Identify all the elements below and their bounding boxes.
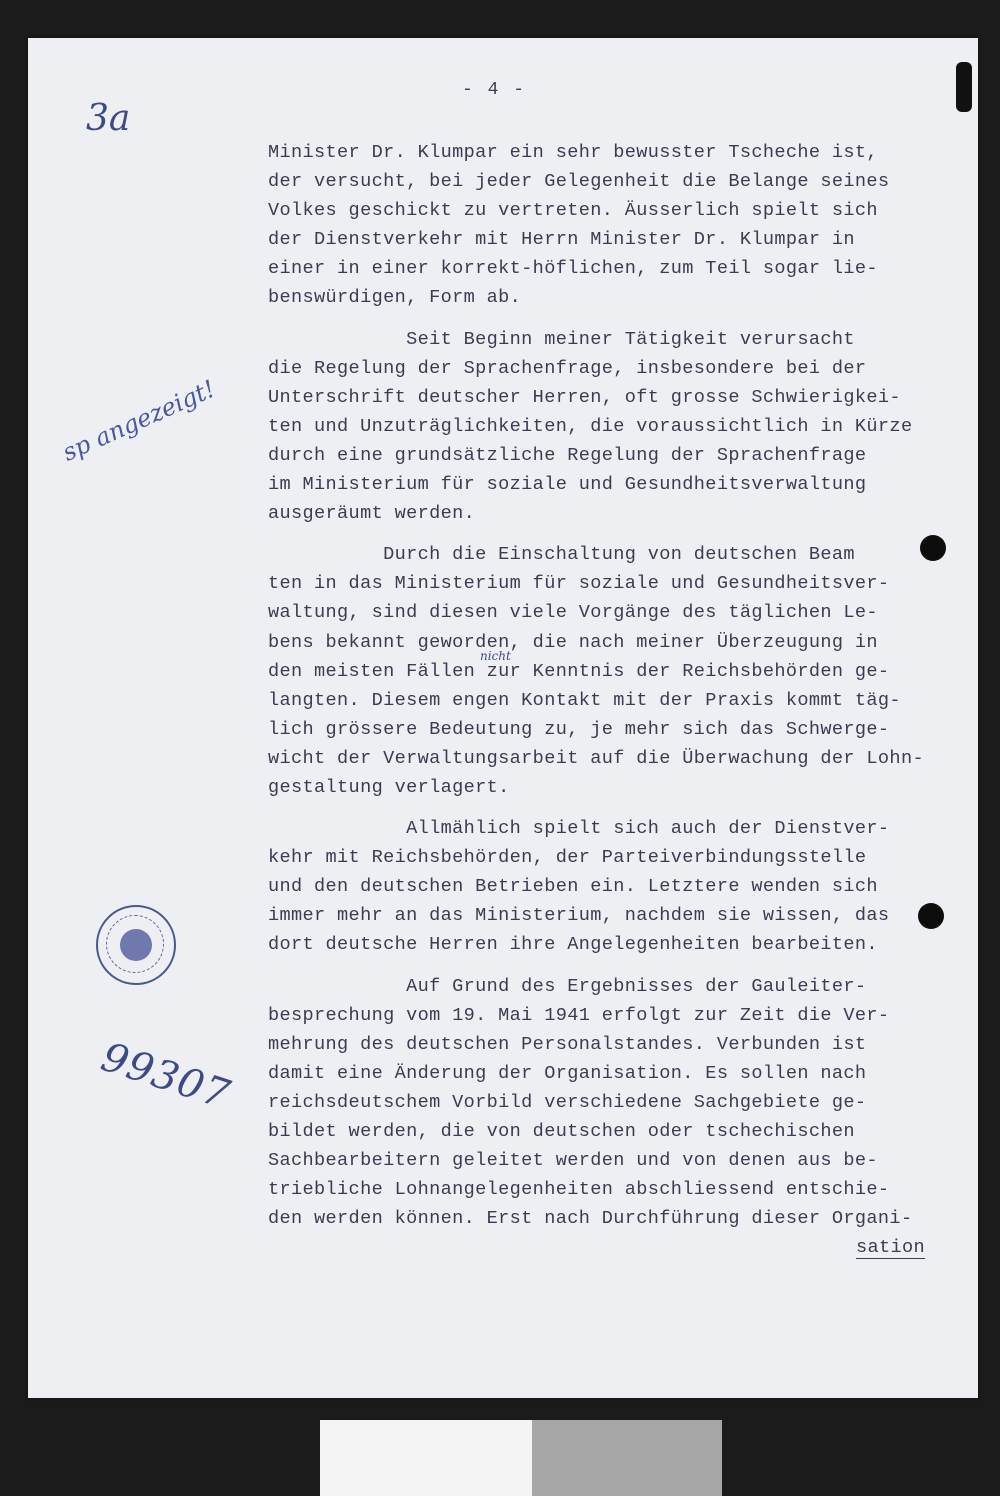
body-line: Seit Beginn meiner Tätigkeit verursacht	[268, 328, 855, 350]
body-line: der Dienstverkehr mit Herrn Minister Dr. Klumpar in	[268, 229, 855, 251]
scan-color-strip-light	[320, 1420, 532, 1496]
body-line: damit eine Änderung der Organisation. Es sollen nach	[268, 1062, 867, 1084]
body-line: ten in das Ministerium für soziale und Gesundheitsver-	[268, 573, 890, 595]
body-line: immer mehr an das Ministerium, nachdem sie wissen, das	[268, 905, 890, 927]
body-line: ten und Unzuträglichkeiten, die voraussichtlich in Kürze	[268, 415, 913, 437]
body-line: reichsdeutschem Vorbild verschiedene Sachgebiete ge-	[268, 1091, 867, 1113]
body-line: kehr mit Reichsbehörden, der Parteiverbindungsstelle	[268, 847, 867, 869]
handwritten-archive-number: 99307	[95, 1034, 236, 1119]
catchword	[268, 1233, 968, 1262]
handwritten-folio-note: 3a	[86, 98, 131, 139]
body-line: waltung, sind diesen viele Vorgänge des täglichen Le-	[268, 602, 878, 624]
catchword-text: sation	[856, 1237, 926, 1259]
body-line: Minister Dr. Klumpar ein sehr bewusster Tscheche ist,	[268, 142, 878, 163]
body-line: dort deutsche Herren ihre Angelegenheiten bearbeiten.	[268, 934, 878, 956]
body-line: einer in einer korrekt-höflichen, zum Teil sogar lie-	[268, 258, 878, 280]
body-line: besprechung vom 19. Mai 1941 erfolgt zur Zeit die Ver-	[268, 1004, 890, 1026]
body-line: bildet werden, die von deutschen oder tschechischen	[268, 1121, 855, 1142]
body-line: Sachbearbeitern geleitet werden und von denen aus be-	[268, 1150, 878, 1172]
body-line: im Ministerium für soziale und Gesundheitsverwaltung	[268, 474, 867, 496]
binding-clip-mark	[956, 62, 972, 112]
paragraph-gap	[268, 960, 968, 972]
body-line: Unterschrift deutscher Herren, oft grosse Schwierigkei-	[268, 386, 901, 408]
body-line: den meisten Fällen zur Kenntnis der Reichsbehörden ge-	[268, 660, 890, 682]
body-line: bens bekannt geworden, die nach meiner Überzeugung in	[268, 631, 878, 653]
punch-hole	[918, 903, 944, 929]
body-line: Allmählich spielt sich auch der Dienstver-	[268, 818, 890, 840]
paragraph-gap	[268, 802, 968, 814]
typewritten-body	[268, 138, 968, 1262]
body-line: und den deutschen Betrieben ein. Letztere wenden sich	[268, 876, 878, 898]
body-line: Durch die Einschaltung von deutschen Beam	[268, 544, 855, 566]
stamp-emblem-icon	[120, 929, 152, 961]
body-line: Volkes geschickt zu vertreten. Äusserlich spielt sich	[268, 200, 878, 222]
scan-color-strip-gray	[532, 1420, 722, 1496]
body-line: wicht der Verwaltungsarbeit auf die Überwachung der Lohn-	[268, 747, 924, 769]
handwritten-insertion: nicht	[480, 649, 511, 663]
body-line: den werden können. Erst nach Durchführung dieser Organi-	[268, 1208, 913, 1230]
body-line: Auf Grund des Ergebnisses der Gauleiter-	[268, 975, 867, 997]
body-line: durch eine grundsätzliche Regelung der Sprachenfrage	[268, 444, 867, 466]
body-line: der versucht, bei jeder Gelegenheit die Belange seines	[268, 171, 890, 193]
ministry-stamp-icon	[96, 905, 176, 985]
body-line: ausgeräumt werden.	[268, 503, 476, 525]
body-line: triebliche Lohnangelegenheiten abschliessend entschie-	[268, 1179, 890, 1201]
punch-hole	[920, 535, 946, 561]
handwritten-margin-note: sp angezeigt!	[58, 374, 220, 467]
body-line: gestaltung verlagert.	[268, 776, 510, 798]
body-line: langten. Diesem engen Kontakt mit der Praxis kommt täg-	[268, 689, 901, 711]
paragraph-gap	[268, 528, 968, 540]
body-line: die Regelung der Sprachenfrage, insbesondere bei der	[268, 357, 867, 379]
body-line: benswürdigen, Form ab.	[268, 287, 522, 309]
paragraph-gap	[268, 313, 968, 325]
page-number: - 4 -	[462, 80, 527, 100]
body-line: lich grössere Bedeutung zu, je mehr sich das Schwerge-	[268, 718, 890, 740]
body-line: mehrung des deutschen Personalstandes. Verbunden ist	[268, 1033, 867, 1055]
